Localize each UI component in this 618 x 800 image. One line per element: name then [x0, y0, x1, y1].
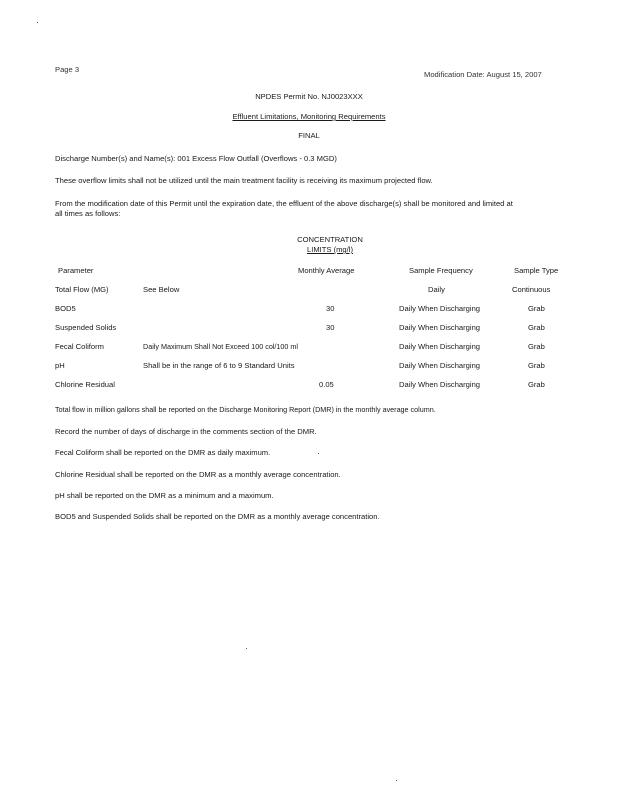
table-row-parameter: Total Flow (MG) [55, 285, 109, 294]
table-row-monthly-average: 30 [326, 304, 335, 313]
note-bod5-suspended-solids: BOD5 and Suspended Solids shall be reported on the DMR as a monthly average concentration. [55, 512, 380, 521]
table-row-parameter: pH [55, 361, 65, 370]
note-ph: pH shall be reported on the DMR as a minimum and a maximum. [55, 491, 274, 500]
table-row-type: Continuous [512, 285, 551, 294]
discharge-line: Discharge Number(s) and Name(s): 001 Excess Flow Outfall (Overflows - 0.3 MGD) [55, 154, 337, 163]
table-row-type: Grab [528, 380, 545, 389]
table-row-frequency: Daily When Discharging [399, 361, 481, 370]
permit-number: NPDES Permit No. NJ0023XXX [255, 92, 363, 101]
column-header-monthly-average: Monthly Average [298, 266, 355, 275]
scan-speck [318, 453, 319, 454]
permit-status: FINAL [298, 131, 320, 140]
scan-speck [396, 780, 397, 781]
table-row-parameter: Suspended Solids [55, 323, 117, 332]
column-header-sample-frequency: Sample Frequency [409, 266, 473, 275]
table-row-parameter: Fecal Coliform [55, 342, 104, 351]
table-row-limit-note: Shall be in the range of 6 to 9 Standard Units [143, 361, 295, 370]
table-row-type: Grab [528, 323, 545, 332]
table-row-frequency: Daily [428, 285, 445, 294]
table-row-type: Grab [528, 342, 545, 351]
table-row-monthly-average: 0.05 [319, 380, 334, 389]
table-row-frequency: Daily When Discharging [399, 342, 481, 351]
table-row-type: Grab [528, 361, 545, 370]
note-fecal-coliform: Fecal Coliform shall be reported on the DMR as daily maximum. [55, 448, 271, 457]
column-header-sample-type: Sample Type [514, 266, 559, 275]
table-row-frequency: Daily When Discharging [399, 380, 481, 389]
table-row-parameter: BOD5 [55, 304, 76, 313]
table-row-monthly-average: 30 [326, 323, 335, 332]
table-row-limit-note: Daily Maximum Shall Not Exceed 100 col/100 ml [143, 342, 298, 351]
paragraph-overflow-limits: These overflow limits shall not be utilized until the main treatment facility is receiving its maximum projected flow. [55, 176, 433, 185]
scan-speck [246, 648, 247, 649]
page-number: Page 3 [55, 65, 80, 74]
table-group-subheader: LIMITS (mg/l) [307, 245, 353, 254]
table-group-header: CONCENTRATION [297, 235, 363, 244]
modification-date: Modification Date: August 15, 2007 [424, 70, 542, 79]
table-row-type: Grab [528, 304, 545, 313]
section-title: Effluent Limitations, Monitoring Requirements [232, 112, 386, 121]
note-chlorine-residual: Chlorine Residual shall be reported on the DMR as a monthly average concentration. [55, 470, 341, 479]
note-total-flow: Total flow in million gallons shall be reported on the Discharge Monitoring Report (DMR) in the monthly average column. [55, 405, 436, 414]
note-days-discharge: Record the number of days of discharge in the comments section of the DMR. [55, 427, 317, 436]
paragraph-monitoring-line-1: From the modification date of this Permit until the expiration date, the effluent of the above discharge(s) shall be monitored and limited at [55, 199, 513, 208]
scan-speck [37, 22, 38, 23]
column-header-parameter: Parameter [58, 266, 94, 275]
paragraph-monitoring-line-2: all times as follows: [55, 209, 121, 218]
table-row-frequency: Daily When Discharging [399, 304, 481, 313]
table-row-limit-note: See Below [143, 285, 180, 294]
table-row-frequency: Daily When Discharging [399, 323, 481, 332]
table-row-parameter: Chlorine Residual [55, 380, 115, 389]
